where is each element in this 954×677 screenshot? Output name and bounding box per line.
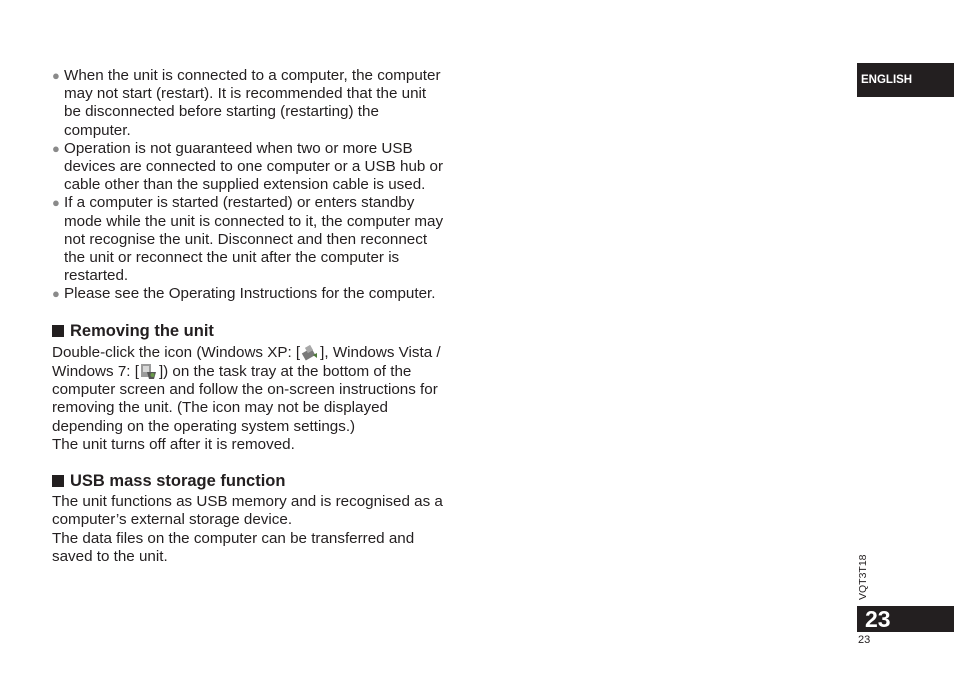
page-number-small: 23 (858, 634, 871, 646)
removing-text-part1: Double-click the icon (Windows XP: [ (52, 343, 301, 361)
bullet-dot-icon: ● (52, 286, 60, 302)
usb-paragraph-1: The unit functions as USB memory and is recognised as a computer’s external storage device. (52, 493, 443, 529)
bullet-text: Operation is not guaranteed when two or more USB devices are connected to one computer or a USB hub or cable other than the supplied extension cable is used. (64, 139, 444, 194)
removing-paragraph (52, 343, 444, 454)
bullet-dot-icon: ● (52, 195, 60, 211)
removing-text-line2: The unit turns off after it is removed. (52, 435, 295, 453)
page-number-box: 23 (857, 606, 954, 632)
bullet-item (52, 285, 444, 303)
bullet-item (52, 194, 444, 285)
model-code (857, 550, 871, 600)
bullet-text: When the unit is connected to a computer, the computer may not start (restart). It is recommended that the unit be disconnected before starting (restarting) the computer. (64, 67, 441, 139)
removing-heading-text: Removing the unit (70, 321, 214, 340)
removing-heading (52, 322, 444, 340)
usb-heading (52, 472, 444, 490)
bullet-item (52, 140, 444, 195)
usb-paragraph-2: The data files on the computer can be transferred and saved to the unit. (52, 529, 415, 565)
heading-square-icon (52, 475, 64, 487)
main-column (52, 67, 444, 566)
bullet-dot-icon: ● (52, 140, 60, 156)
model-code-text: VQT3T18 (857, 554, 869, 600)
bullet-dot-icon: ● (52, 68, 60, 83)
language-tab: ENGLISH (857, 63, 954, 97)
usb-heading-text: USB mass storage function (70, 472, 286, 491)
removing-text-part3: ]) on the task tray at the bottom of the computer screen and follow the on-screen instructions for removing the unit. (The icon may not be displayed depending on the operating system settings.) (52, 363, 438, 435)
safely-remove-hardware-vista-icon (140, 362, 158, 380)
bullet-text: Please see the Operating Instructions for the computer. (64, 285, 436, 303)
bullet-text: If a computer is started (restarted) or enters standby mode while the unit is connected to it, the computer may not recognise the unit. Disconnect and then reconnect the unit or reconnect the unit after the computer is restarted. (64, 194, 444, 285)
bullet-item (52, 67, 444, 140)
safely-remove-hardware-xp-icon (301, 343, 319, 361)
heading-square-icon (52, 325, 64, 337)
removing-text-part2: ], Windows Vista / Windows 7: [ (52, 343, 441, 381)
